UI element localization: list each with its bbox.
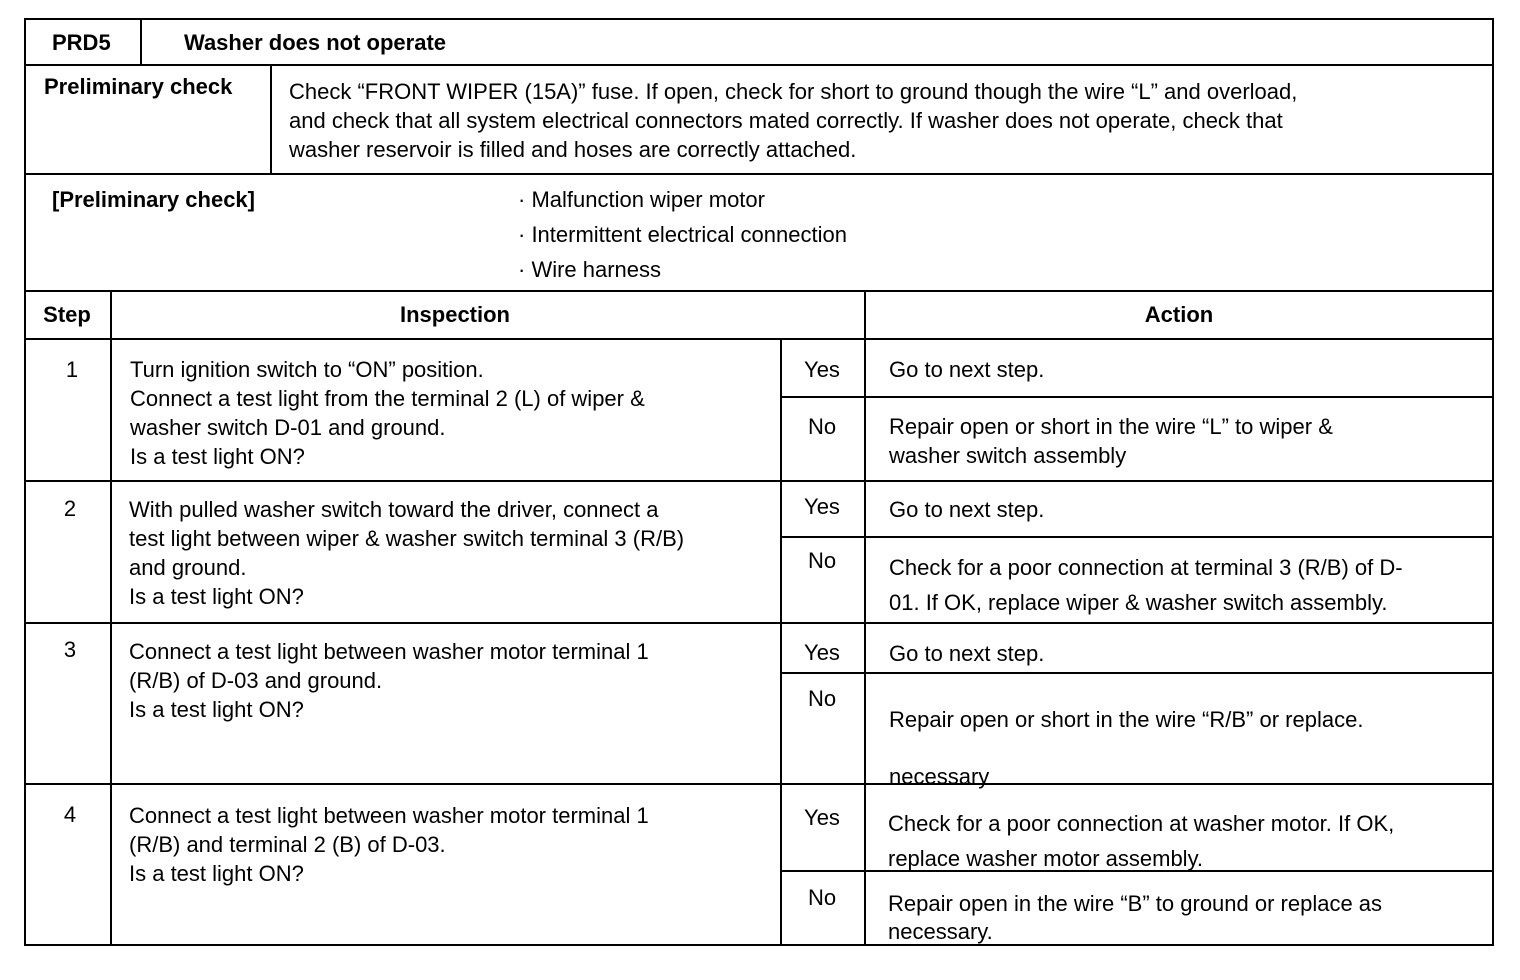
inspection-line: (R/B) and terminal 2 (B) of D-03.	[129, 832, 446, 857]
action-line: Check for a poor connection at terminal 3 (R/B) of D-	[889, 555, 1403, 580]
action-line: necessary.	[888, 919, 993, 944]
table-header-divider	[24, 338, 1494, 340]
inspection-line: Connect a test light from the terminal 2 (L) of wiper &	[130, 386, 645, 411]
preliminary-label-divider	[270, 64, 272, 174]
inspection-line: Is a test light ON?	[129, 584, 304, 609]
preliminary-line: and check that all system electrical connectors mated correctly. If washer does not operate, check that	[289, 108, 1283, 133]
inspection-text	[129, 495, 684, 611]
yes-action: Go to next step.	[889, 641, 1045, 666]
action-line: Repair open in the wire “B” to ground or replace as	[888, 891, 1383, 916]
step-number: 1	[65, 357, 79, 382]
causes-label: [Preliminary check]	[52, 187, 255, 212]
inspection-line: washer switch D-01 and ground.	[130, 415, 446, 440]
preliminary-line: washer reservoir is filled and hoses are correctly attached.	[289, 137, 857, 162]
no-label: No	[807, 414, 837, 439]
step-column-divider	[110, 290, 112, 946]
row2-divider	[24, 622, 1494, 624]
inspection-text	[129, 801, 649, 888]
inspection-text	[130, 355, 645, 471]
preliminary-check-label: Preliminary check	[44, 74, 233, 99]
inspection-line: (R/B) of D-03 and ground.	[129, 668, 383, 693]
preliminary-line: Check “FRONT WIPER (15A)” fuse. If open, check for short to ground though the wire “L” and overload,	[289, 79, 1298, 104]
yes-action	[888, 806, 1394, 876]
yes-action: Go to next step.	[889, 357, 1045, 382]
inspection-line: Is a test light ON?	[130, 444, 305, 469]
yes-label: Yes	[804, 494, 840, 519]
yes-label: Yes	[804, 805, 840, 830]
action-line: 01. If OK, replace wiper & washer switch assembly.	[889, 590, 1388, 615]
action-line: washer switch assembly	[889, 443, 1127, 468]
procedure-code: PRD5	[52, 30, 111, 55]
no-action	[888, 890, 1382, 946]
inspection-header: Inspection	[399, 302, 510, 327]
action-line: Repair open or short in the wire “R/B” or replace.	[889, 707, 1364, 732]
preliminary-check-text	[289, 77, 1297, 164]
row1-yes-no-divider	[780, 396, 1494, 398]
preliminary-divider	[24, 173, 1494, 175]
step-number: 4	[63, 802, 77, 827]
action-line: replace washer motor assembly.	[888, 846, 1204, 871]
no-label: No	[807, 686, 837, 711]
action-line: Check for a poor connection at washer motor. If OK,	[888, 811, 1395, 836]
inspection-line: and ground.	[129, 555, 247, 580]
step-number: 3	[63, 637, 77, 662]
yes-action: Go to next step.	[889, 497, 1045, 522]
cause-item: · Intermittent electrical connection	[518, 222, 847, 247]
header-code-divider	[140, 18, 142, 65]
cause-item: · Wire harness	[518, 257, 662, 282]
step-number: 2	[63, 496, 77, 521]
inspection-line: Is a test light ON?	[129, 861, 304, 886]
inspection-line: With pulled washer switch toward the driver, connect a	[129, 497, 659, 522]
causes-divider	[24, 290, 1494, 292]
no-label: No	[807, 885, 837, 910]
yes-label: Yes	[804, 640, 840, 665]
inspection-line: test light between wiper & washer switch terminal 3 (R/B)	[129, 526, 685, 551]
inspection-line: Is a test light ON?	[129, 697, 304, 722]
yes-label: Yes	[804, 357, 840, 382]
no-label: No	[807, 548, 837, 573]
procedure-title: Washer does not operate	[184, 30, 447, 55]
action-line: Repair open or short in the wire “L” to wiper &	[889, 414, 1333, 439]
action-line: necessary	[889, 764, 990, 789]
no-action	[889, 691, 1363, 805]
inspection-line: Connect a test light between washer motor terminal 1	[129, 639, 649, 664]
action-header: Action	[1144, 302, 1214, 327]
cause-item: · Malfunction wiper motor	[518, 187, 765, 212]
inspection-line: Connect a test light between washer motor terminal 1	[129, 803, 649, 828]
step-header: Step	[43, 302, 91, 327]
row1-divider	[24, 480, 1494, 482]
inspection-line: Turn ignition switch to “ON” position.	[130, 357, 484, 382]
action-column-divider	[864, 290, 866, 946]
no-action	[889, 550, 1403, 620]
header-divider	[24, 64, 1494, 66]
no-action	[889, 412, 1333, 470]
inspection-text	[129, 637, 649, 724]
row3-yes-no-divider	[780, 672, 1494, 674]
row2-yes-no-divider	[780, 536, 1494, 538]
